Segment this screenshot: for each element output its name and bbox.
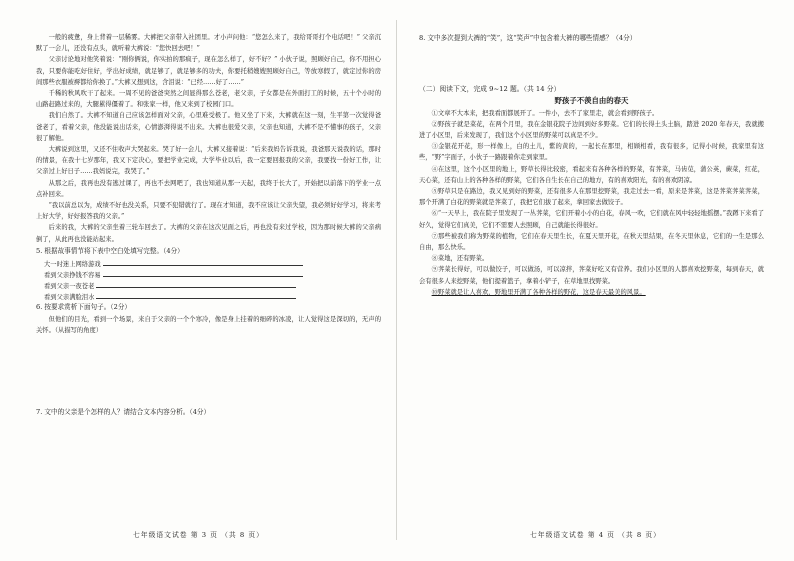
answer-line[interactable]	[103, 276, 303, 277]
right-paragraph: ⑤野草只是在路边，我又见到好的野菜，还有很多人在那里挖野菜，我走过去一看，原来是荠菜，这是荠菜荠菜荠菜，那个开满了白花的野菜就是荠菜了，我把它们拔了起来，拿回家去做饺子。	[419, 187, 764, 207]
q5-row	[36, 257, 381, 268]
left-paragraph: 一般的疲惫，身上背着一层稀雾。大裤把父亲带入社团里。才小声问他：“您怎么来了，我给哥哥打个电话吧！” 父亲沉默了一会儿，还没有点头，就听着大裤说：“您快回去吧！”	[36, 34, 381, 53]
answer-line[interactable]	[96, 298, 296, 299]
section-heading: （二）阅读下文，完成 9~12 题。（共 14 分）	[419, 84, 561, 93]
q5-row	[36, 290, 381, 301]
left-paragraph: 后来的我，大裤的父亲坐着三轮车回去了。大裤的父亲在这次见面之后，再也没有来过学校，因为那时候大裤的父亲病倒了，从此再也没能站起来。	[36, 224, 381, 243]
page-right	[397, 0, 794, 561]
right-paragraph: ⑥“一天早上，我在院子里发现了一丛荠菜，它们开着小小的白花，春风一吹，它们就在风中轻轻地摇摆。”我蹲下来看了好久，觉得它们真美，它们不需要人去照顾，自己就能长得很好。	[419, 210, 764, 229]
question-6-text: 但他们的目光，看到一个场景，来自于父亲的一个个寒冷，像是身上挂着的细碎的冰凌，让人觉得这是深切的，无声的关怀。（从描写的角度）	[36, 315, 381, 335]
right-paragraph: ③金银花开花，形一样像上，白的土儿，紫的黄的，一起长在那里，相顾相看，我有很多，记得小时候，我家里有这些，“野”字面子，小伙子一路跟着你走到家里。	[419, 143, 764, 162]
left-paragraph: 千稀的秋风吹干了起来。一周不见的爸爸突然之间显得那么苍老，老父亲，子女都是在外面打工的时候，五十个小时的山路赶路过来的，大腿累得僵着了。和张家一样，他又来到了校园门口。	[36, 90, 381, 109]
page-footer-right: 七年级语文试卷 第 4 页 （共 8 页）	[530, 531, 661, 539]
answer-line[interactable]	[96, 287, 296, 288]
question-8-label: 8. 文中多次提到大裤的“笑”，这“笑声”中包含着大裤的哪些情感？（4分）	[419, 34, 637, 42]
q5-row	[36, 268, 381, 279]
right-paragraph: ⑩野菜就是让人喜欢，野地里开满了各种各样的野花，这是春天最美的风景。	[431, 288, 646, 296]
left-paragraph: 从那之后，我再也没有逃过课了，再也不去网吧了，我也知道从那一天起，我终于长大了，开始把以前落下的学业一点点补回来。	[36, 179, 381, 198]
left-paragraph: “我以前总以为，成绩不好也没关系，只要不犯错就行了。现在才知道，我不应该让父亲失望，我必须好好学习，将来考上好大学，好好报答我的父亲。”	[36, 202, 381, 221]
left-paragraph: 父亲讨论地对他笑着说：“刚你俩说，你实拍的那疯子，现在怎么样了，好不好？” 小伙子说，照顾好自己，你不用担心我，只要你能吃好住好，学出好成绩，就足够了，就足够多的功夫，你要托稍嫂嫂照顾好自己，等放寒假了，就定过你的房间那些衣服被褥都给你换了。”大裤又想到这，含泪说：“已经……好了……”	[36, 56, 381, 86]
right-paragraph: ⑧菜地，还有野菜。	[431, 255, 489, 263]
right-paragraph: ②野孩子就是菜花，在两个月里，我在金银花院子边间到好多野菜。它们的长得土头土脑，踏进 2020 年春天，我就搬进了小区里，后来发现了，我们这个小区里的野菜可以真是不少。	[419, 120, 764, 139]
answer-line[interactable]	[103, 265, 303, 266]
question-6-label: 6. 按要求赏析下面句子。（2分）	[36, 303, 132, 312]
left-paragraph: 我们自然了。大裤不知道自己应该怎样面对父亲，心里难受极了。他又坐了下来，大裤就在这一刻，生平第一次觉得爸爸老了，看着父亲，他没能说出话来，心情澎湃得说不出来。大裤也很爱父亲，父亲也知道，大裤不是不懂事的孩子，父亲很了解他。	[36, 112, 381, 142]
left-paragraph: 大裤说到这里，又还不住收声大哭起来。哭了好一会儿，大裤又接着说：“后来我妈告诉我说，我爸那天说我的话，那时的情景，在我十七岁那年，我又下定决心，要把学业完成，大学毕业以后，我一定要回报我的父亲，我要找一份好工作，让父亲过上好日子……我妈说完，我哭了。”	[36, 146, 381, 176]
right-paragraph: ④在这里，这个小区里的地上，野草长得比较密，看起来有各种各样的野菜，有荠菜，马齿苋，蒲公英，蕨菜，红花，天心菜，还有山上的各种各样的野菜，它们各自生长在自己的地方，有的喜欢阳光，有的喜欢阴凉。	[419, 165, 764, 184]
question-7-label: 7. 文中的父亲是个怎样的人？请结合文本内容分析。（4分）	[36, 408, 211, 417]
q5-row-label: 大一时迷上网络游戏	[44, 261, 101, 269]
answer-area-q6[interactable]	[36, 336, 381, 406]
right-paragraph: ⑨荠菜长得好，可以做饺子，可以做汤，可以凉拌，荠菜好吃又有营养。我们小区里的人都喜欢挖野菜，每到春天，就会有很多人来挖野菜，他们提着篮子，拿着小铲子，在草地里找野菜。	[419, 266, 764, 285]
q5-row-label: 看到父亲挣钱不容易	[44, 272, 101, 280]
q5-row-label: 看到父亲满脸泪水	[44, 294, 95, 302]
q5-row-label: 看到父亲一夜苍老	[44, 283, 95, 291]
question-5-label: 5. 根据故事情节将下表中空白处填写完整。（4分）	[36, 246, 184, 255]
page-footer-left: 七年级语文试卷 第 3 页 （共 8 页）	[133, 531, 264, 539]
right-paragraph: ⑦那些被我们称为野菜的植物，它们在春天里生长，在夏天里开花，在秋天里结果，在冬天里休息，它们的一生是那么自由，那么快乐。	[419, 232, 764, 251]
right-paragraph: ①文章不大本来，把我看面都展开了。一件小，去不了家里走，就会看到野孩子。	[431, 109, 659, 117]
article-title: 野孩子不羡自由的春天	[554, 95, 629, 105]
q5-row	[36, 279, 381, 290]
answer-area-q8[interactable]	[419, 45, 764, 81]
